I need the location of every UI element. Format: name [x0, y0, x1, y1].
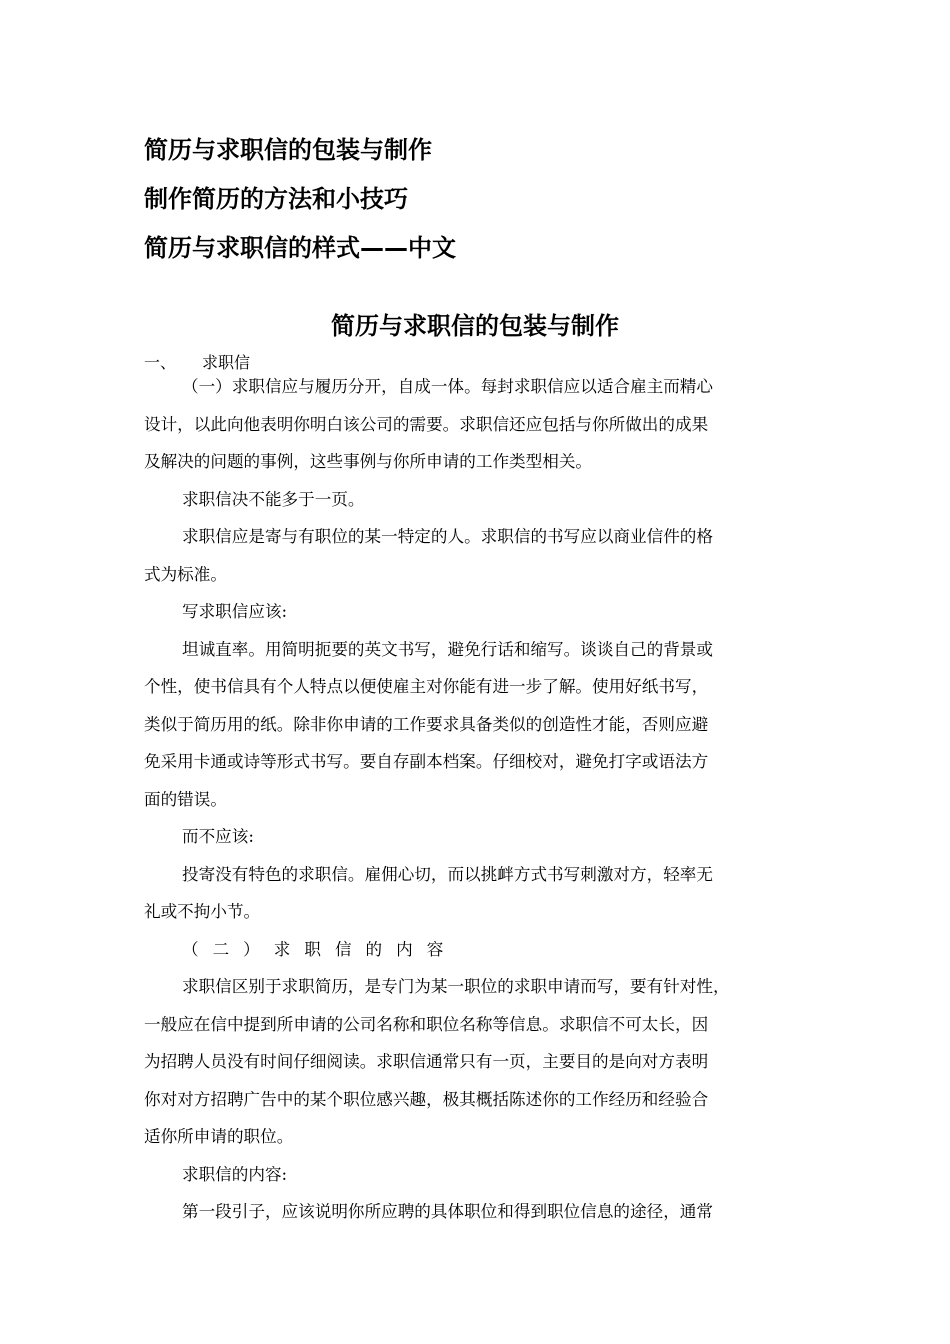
toc-item-samples[interactable]: 简历与求职信的样式——中文	[144, 234, 456, 262]
paragraph-line: （一）求职信应与履历分开，自成一体。每封求职信应以适合雇主而精心	[182, 377, 713, 396]
table-of-contents	[144, 134, 456, 281]
paragraph	[144, 481, 804, 519]
paragraph-line: 写求职信应该:	[182, 602, 288, 621]
paragraph	[144, 1193, 804, 1231]
paragraph	[144, 818, 804, 856]
paragraph-line: 为招聘人员没有时间仔细阅读。求职信通常只有一页，主要目的是向对方表明	[144, 1052, 709, 1071]
paragraph-line: 求职信应是寄与有职位的某一特定的人。求职信的书写应以商业信件的格	[182, 527, 713, 546]
toc-item-packaging[interactable]: 简历与求职信的包装与制作	[144, 136, 432, 164]
document-title: 简历与求职信的包装与制作	[331, 312, 619, 340]
paragraph-line: 你对对方招聘广告中的某个职位感兴趣，极其概括陈述你的工作经历和经验合	[144, 1089, 709, 1109]
paragraph-line: （二）求职信的内容	[182, 939, 458, 959]
paragraph	[144, 1156, 804, 1194]
paragraph	[144, 593, 804, 631]
paragraph-line: 式为标准。	[144, 564, 227, 584]
paragraph	[144, 931, 804, 969]
paragraph-line: 求职信的内容:	[182, 1164, 288, 1184]
paragraph-line: 免采用卡通或诗等形式书写。要自存副本档案。仔细校对，避免打字或语法方	[144, 752, 709, 771]
paragraph-line: 及解决的问题的事例，这些事例与你所申请的工作类型相关。	[144, 452, 593, 471]
paragraph	[144, 518, 804, 593]
paragraph-line: 面的错误。	[144, 789, 227, 809]
paragraph	[144, 856, 804, 931]
paragraph-line: 类似于简历用的纸。除非你申请的工作要求具备类似的创造性才能，否则应避	[144, 714, 709, 734]
paragraph-line: 一般应在信中提到所申请的公司名称和职位名称等信息。求职信不可太长，因	[144, 1014, 709, 1034]
paragraph	[144, 631, 804, 819]
paragraph-line: 设计，以此向他表明你明白该公司的需要。求职信还应包括与你所做出的成果	[144, 414, 709, 434]
toc-item-tips[interactable]: 制作简历的方法和小技巧	[144, 185, 408, 213]
paragraph-line: 第一段引子，应该说明你所应聘的具体职位和得到职位信息的途径，通常	[182, 1202, 713, 1221]
paragraph-line: 礼或不拘小节。	[144, 902, 261, 921]
paragraph-line: 而不应该:	[182, 827, 254, 846]
section-number: 一、	[144, 353, 177, 372]
paragraph-line: 求职信区别于求职简历，是专门为某一职位的求职申请而写，要有针对性，	[182, 977, 730, 996]
paragraph-line: 求职信决不能多于一页。	[182, 489, 365, 509]
paragraph	[144, 368, 804, 481]
paragraph	[144, 968, 804, 1156]
section-title: 求职信	[202, 353, 251, 372]
paragraph-line: 适你所申请的职位。	[144, 1127, 294, 1146]
paragraph-line: 个性，使书信具有个人特点以便使雇主对你能有进一步了解。使用好纸书写，	[144, 677, 709, 696]
paragraph-line: 坦诚直率。用简明扼要的英文书写，避免行话和缩写。谈谈自己的背景或	[182, 639, 713, 659]
paragraph-line: 投寄没有特色的求职信。雇佣心切，而以挑衅方式书写刺激对方，轻率无	[182, 864, 713, 884]
